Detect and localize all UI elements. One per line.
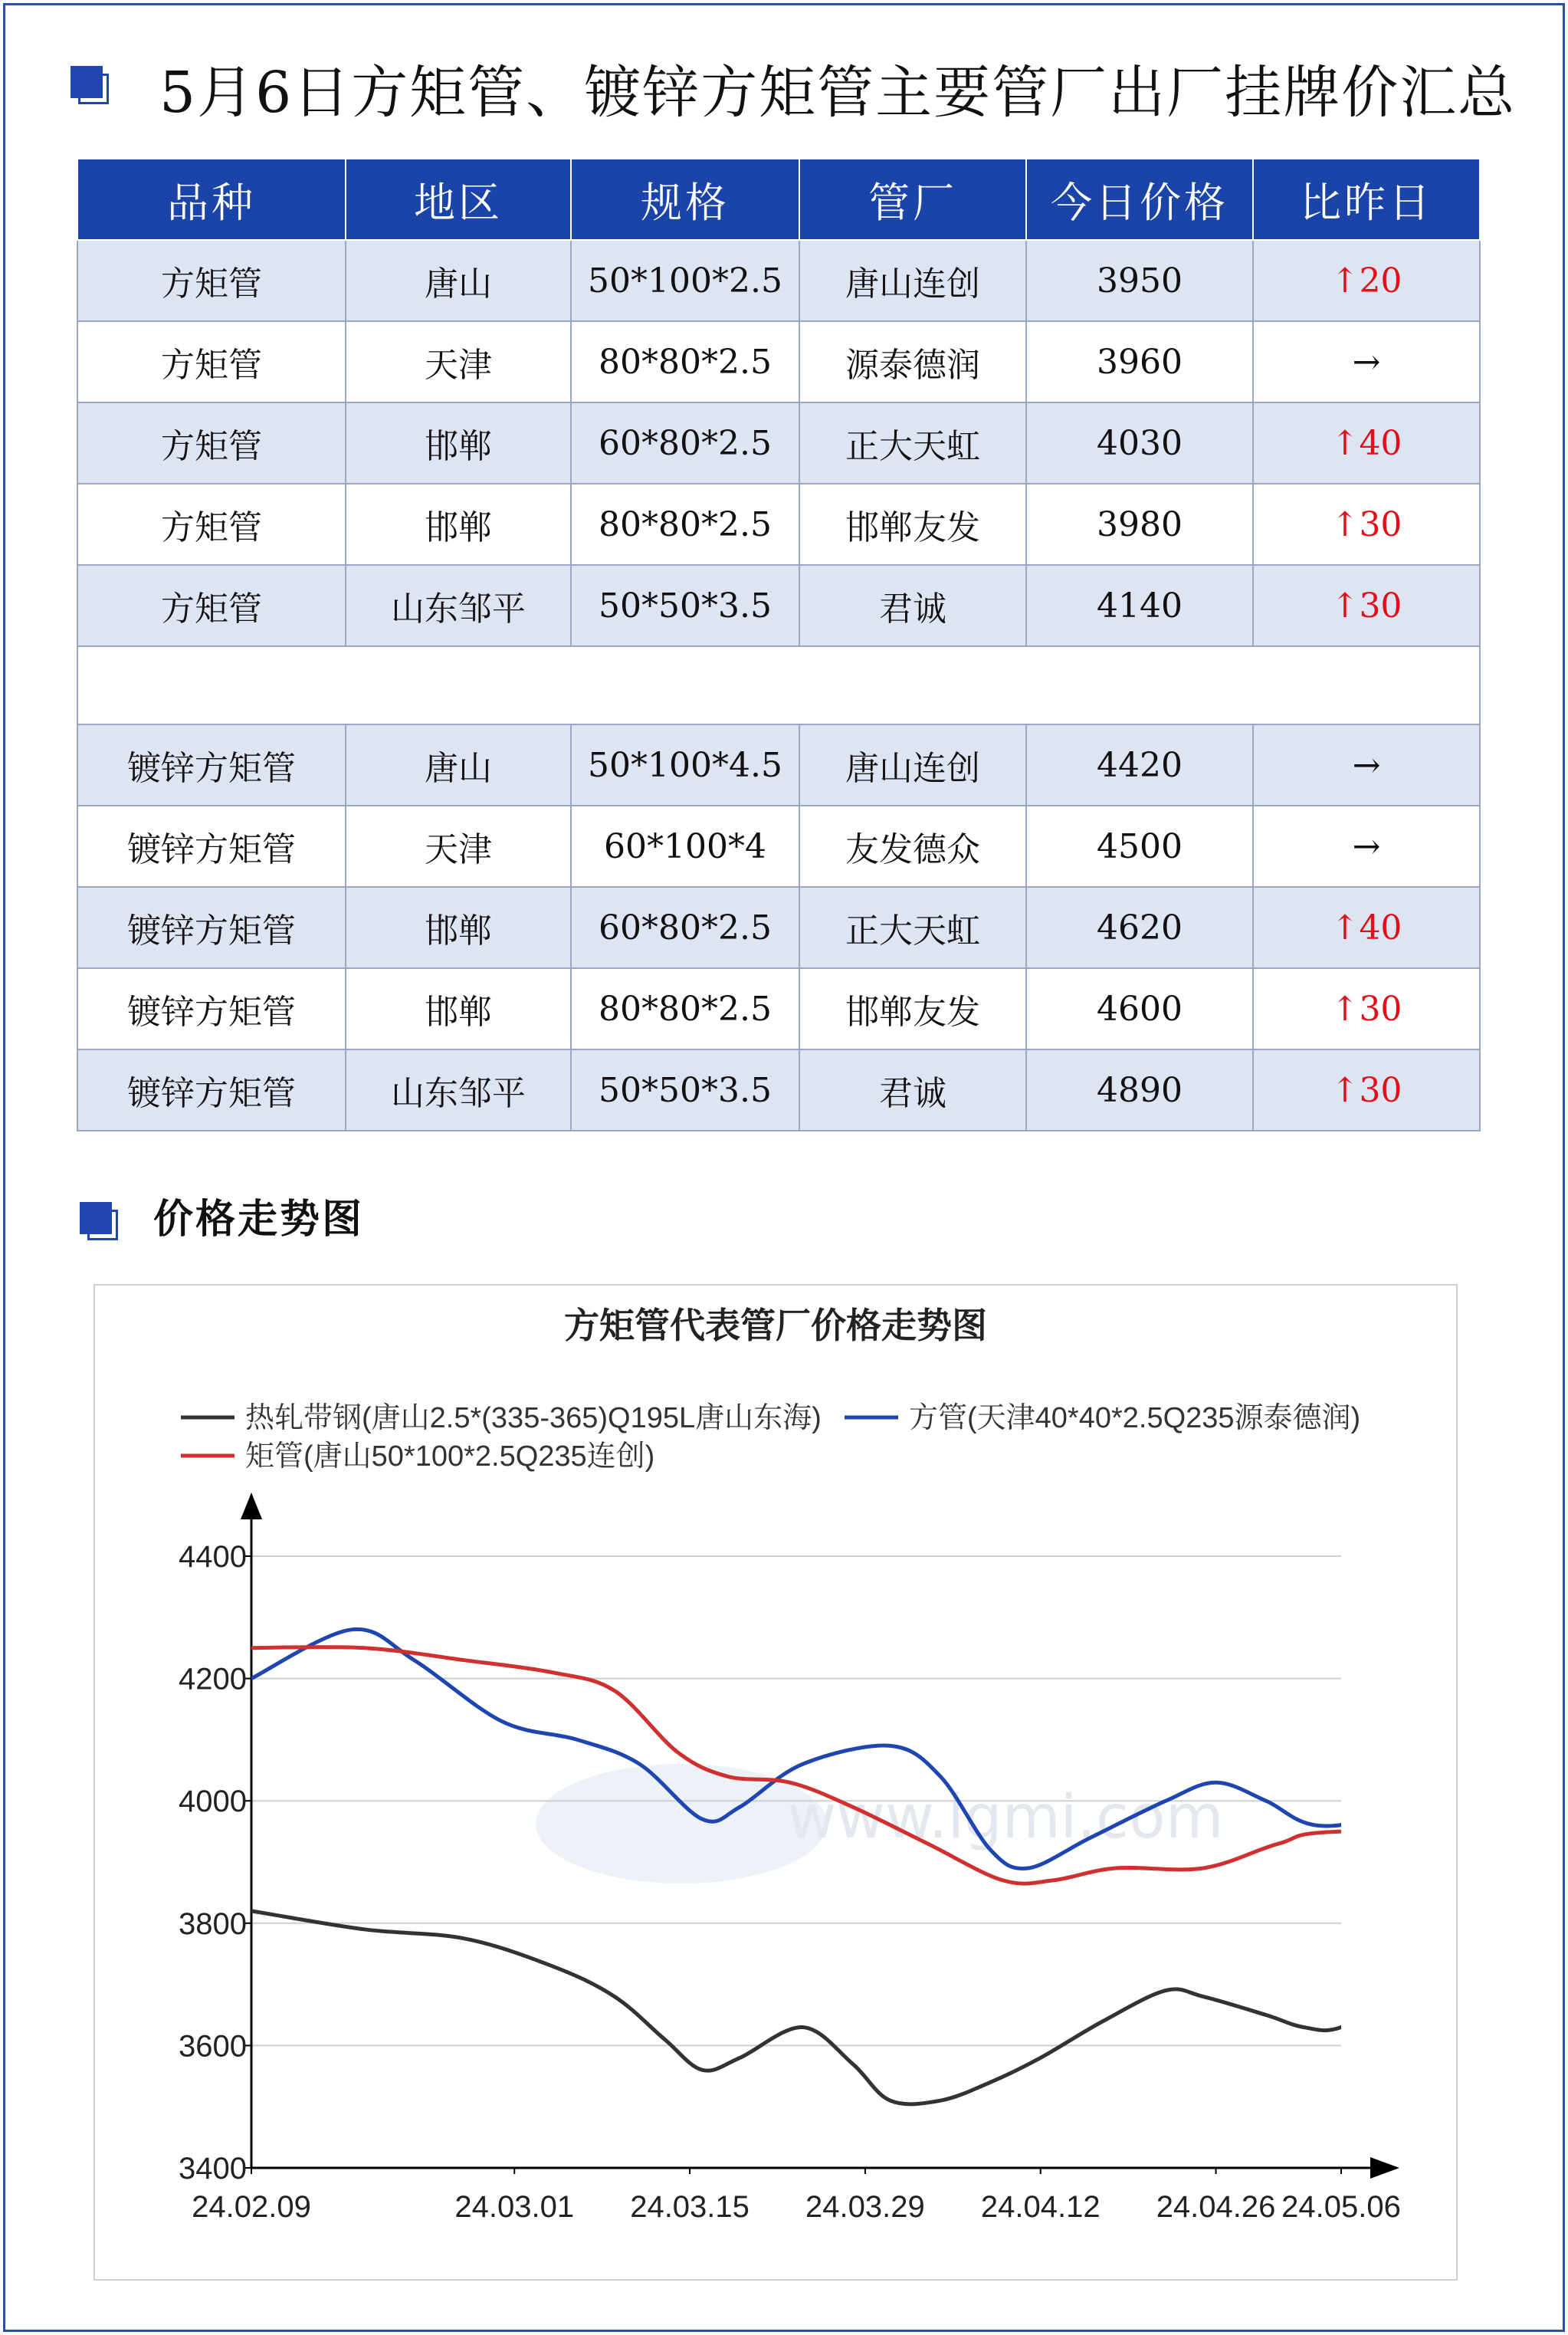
header-mill: 管厂 xyxy=(799,159,1026,240)
price-trend-chart xyxy=(95,1286,1456,2279)
cell-spec: 60*80*2.5 xyxy=(571,402,799,484)
table-row xyxy=(77,1049,1480,1131)
cell-mill: 邯郸友发 xyxy=(799,968,1026,1049)
cell-price: 4140 xyxy=(1026,565,1253,646)
y-tick-label: 3400 xyxy=(179,2152,247,2186)
title-square-icon xyxy=(71,66,110,106)
table-row xyxy=(77,724,1480,806)
cell-price: 4030 xyxy=(1026,402,1253,484)
change-value: 30 xyxy=(1359,989,1402,1029)
section-title: 价格走势图 xyxy=(153,1197,365,1243)
cell-price: 4420 xyxy=(1026,724,1253,806)
cell-product: 方矩管 xyxy=(77,321,346,402)
cell-mill: 友发德众 xyxy=(799,806,1026,887)
arrow-up-icon: ↑ xyxy=(1330,423,1360,463)
cell-spec: 50*50*3.5 xyxy=(571,565,799,646)
y-axis-arrow-icon xyxy=(241,1493,262,1519)
cell-spec: 80*80*2.5 xyxy=(571,968,799,1049)
cell-product: 方矩管 xyxy=(77,240,346,321)
cell-spec: 50*50*3.5 xyxy=(571,1049,799,1131)
arrow-up-icon: ↑ xyxy=(1330,586,1360,626)
cell-change xyxy=(1253,1049,1480,1131)
cell-spec: 60*80*2.5 xyxy=(571,887,799,968)
cell-product: 镀锌方矩管 xyxy=(77,724,346,806)
table-row xyxy=(77,887,1480,968)
y-tick-label: 4000 xyxy=(179,1785,247,1819)
header-product: 品种 xyxy=(77,159,346,240)
cell-price: 4500 xyxy=(1026,806,1253,887)
header-change: 比昨日 xyxy=(1253,159,1480,240)
price-table xyxy=(77,158,1481,1131)
cell-region: 山东邹平 xyxy=(346,565,571,646)
watermark-text: www.lgmi.com xyxy=(787,1783,1224,1852)
cell-spec: 80*80*2.5 xyxy=(571,484,799,565)
table-row xyxy=(77,968,1480,1049)
cell-spec: 80*80*2.5 xyxy=(571,321,799,402)
table-body xyxy=(77,240,1480,1131)
x-axis-arrow-icon xyxy=(1370,2157,1399,2179)
cell-region: 唐山 xyxy=(346,724,571,806)
table-spacer-row xyxy=(77,646,1480,724)
cell-change xyxy=(1253,724,1480,806)
cell-price: 3980 xyxy=(1026,484,1253,565)
cell-mill: 君诚 xyxy=(799,565,1026,646)
table-row xyxy=(77,402,1480,484)
cell-price: 4890 xyxy=(1026,1049,1253,1131)
x-tick-label: 24.03.01 xyxy=(454,2190,575,2224)
cell-region: 唐山 xyxy=(346,240,571,321)
table-row xyxy=(77,321,1480,402)
y-tick-label: 3800 xyxy=(179,1906,247,1941)
x-tick-label: 24.05.06 xyxy=(1281,2190,1401,2224)
arrow-up-icon: ↑ xyxy=(1330,261,1360,300)
x-tick-label: 24.03.15 xyxy=(630,2190,750,2224)
x-tick-label: 24.04.26 xyxy=(1156,2190,1276,2224)
cell-change xyxy=(1253,806,1480,887)
header-spec: 规格 xyxy=(571,159,799,240)
table-row xyxy=(77,806,1480,887)
header-region: 地区 xyxy=(346,159,571,240)
table-row xyxy=(77,484,1480,565)
legend-label: 矩管(唐山50*100*2.5Q235连创) xyxy=(245,1440,655,1473)
cell-change xyxy=(1253,240,1480,321)
cell-change xyxy=(1253,968,1480,1049)
cell-price: 3960 xyxy=(1026,321,1253,402)
section-square-icon xyxy=(80,1202,120,1242)
arrow-right-icon: → xyxy=(1352,826,1381,866)
change-value: 30 xyxy=(1359,1070,1402,1110)
cell-price: 3950 xyxy=(1026,240,1253,321)
cell-mill: 君诚 xyxy=(799,1049,1026,1131)
cell-change xyxy=(1253,402,1480,484)
cell-product: 方矩管 xyxy=(77,402,346,484)
cell-price: 4620 xyxy=(1026,887,1253,968)
cell-product: 镀锌方矩管 xyxy=(77,806,346,887)
cell-mill: 邯郸友发 xyxy=(799,484,1026,565)
arrow-right-icon: → xyxy=(1352,342,1381,382)
cell-spec: 60*100*4 xyxy=(571,806,799,887)
table-row xyxy=(77,240,1480,321)
cell-mill: 唐山连创 xyxy=(799,724,1026,806)
cell-region: 山东邹平 xyxy=(346,1049,571,1131)
cell-mill: 正大天虹 xyxy=(799,887,1026,968)
x-tick-label: 24.02.09 xyxy=(192,2190,311,2224)
change-value: 40 xyxy=(1359,423,1402,463)
legend-label: 方管(天津40*40*2.5Q235源泰德润) xyxy=(909,1402,1361,1434)
change-value: 20 xyxy=(1359,261,1402,300)
x-tick-label: 24.03.29 xyxy=(805,2190,925,2224)
cell-region: 邯郸 xyxy=(346,968,571,1049)
cell-region: 天津 xyxy=(346,321,571,402)
cell-product: 方矩管 xyxy=(77,565,346,646)
cell-mill: 唐山连创 xyxy=(799,240,1026,321)
table-row xyxy=(77,565,1480,646)
cell-change xyxy=(1253,565,1480,646)
arrow-right-icon: → xyxy=(1352,745,1381,785)
arrow-up-icon: ↑ xyxy=(1330,504,1360,544)
cell-product: 方矩管 xyxy=(77,484,346,565)
cell-change xyxy=(1253,321,1480,402)
cell-mill: 正大天虹 xyxy=(799,402,1026,484)
arrow-up-icon: ↑ xyxy=(1330,1070,1360,1110)
chart-container xyxy=(93,1284,1458,2281)
y-tick-label: 4400 xyxy=(179,1540,247,1574)
header-price: 今日价格 xyxy=(1026,159,1253,240)
legend-label: 热轧带钢(唐山2.5*(335-365)Q195L唐山东海) xyxy=(245,1402,822,1434)
arrow-up-icon: ↑ xyxy=(1330,989,1360,1029)
cell-change xyxy=(1253,887,1480,968)
change-value: 30 xyxy=(1359,504,1402,544)
arrow-up-icon: ↑ xyxy=(1330,908,1360,947)
series-line-hot-rolled-strip xyxy=(251,1911,1404,2104)
change-value: 30 xyxy=(1359,586,1402,626)
cell-region: 邯郸 xyxy=(346,887,571,968)
change-value: 40 xyxy=(1359,908,1402,947)
cell-product: 镀锌方矩管 xyxy=(77,1049,346,1131)
cell-price: 4600 xyxy=(1026,968,1253,1049)
cell-mill: 源泰德润 xyxy=(799,321,1026,402)
chart-title: 方矩管代表管厂价格走势图 xyxy=(564,1305,987,1346)
x-tick-label: 24.04.12 xyxy=(980,2190,1101,2224)
cell-region: 邯郸 xyxy=(346,402,571,484)
cell-product: 镀锌方矩管 xyxy=(77,887,346,968)
spacer-cell xyxy=(77,646,1480,724)
table-header-row xyxy=(77,159,1480,240)
cell-region: 天津 xyxy=(346,806,571,887)
cell-region: 邯郸 xyxy=(346,484,571,565)
cell-change xyxy=(1253,484,1480,565)
cell-spec: 50*100*4.5 xyxy=(571,724,799,806)
cell-spec: 50*100*2.5 xyxy=(571,240,799,321)
y-tick-label: 3600 xyxy=(179,2029,247,2064)
cell-product: 镀锌方矩管 xyxy=(77,968,346,1049)
page-title: 5月6日方矩管、镀锌方矩管主要管厂出厂挂牌价汇总 xyxy=(159,60,1517,126)
y-tick-label: 4200 xyxy=(179,1662,247,1696)
